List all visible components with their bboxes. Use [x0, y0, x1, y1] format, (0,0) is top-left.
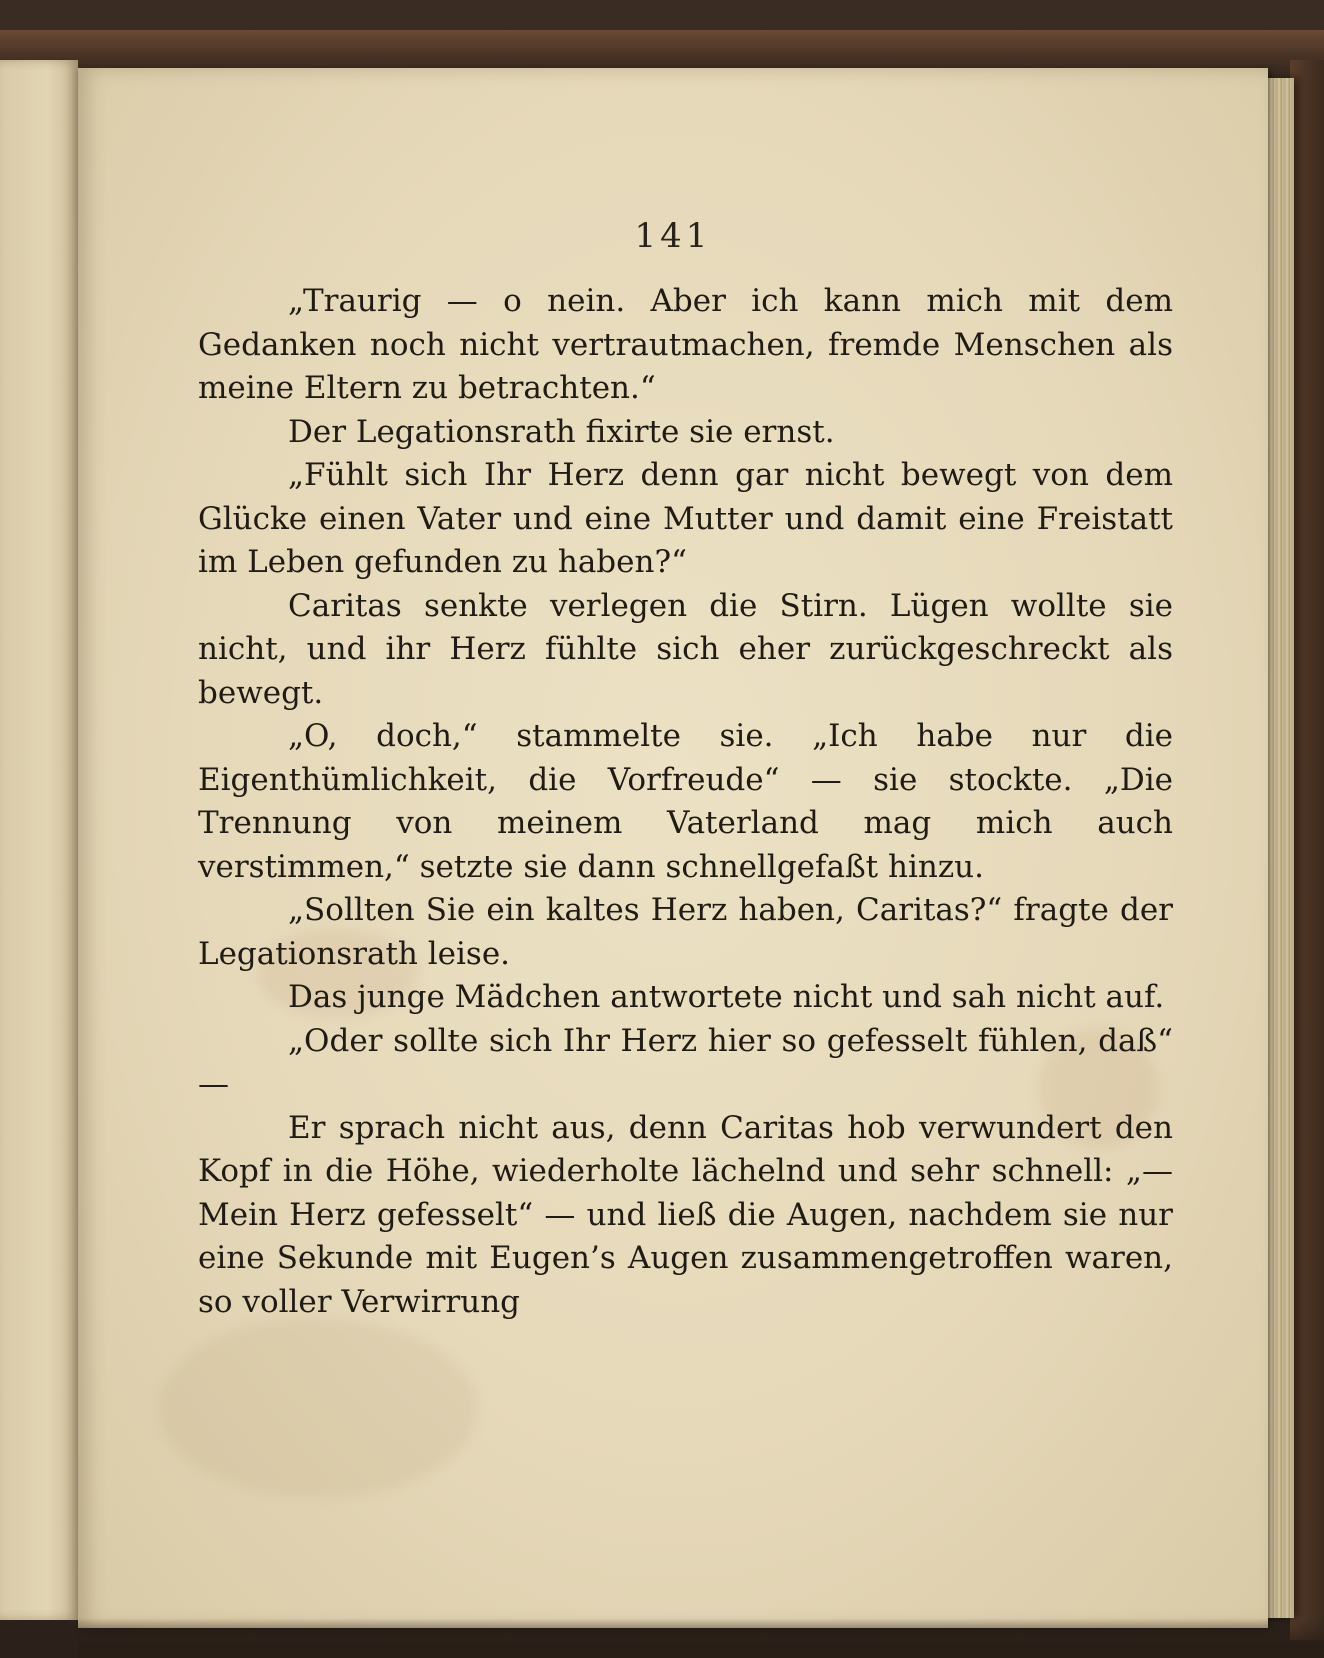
paragraph: Er sprach nicht aus, denn Caritas hob verwundert den Kopf in die Höhe, wiederholte lächelnd und sehr schnell: „— Mein Herz gefesselt“ — und ließ die Augen, nachdem sie nur eine Sekunde mit Eugen’s Augen zusammengetroffen waren, so voller Verwirrung: [198, 1109, 1173, 1320]
body-text: [198, 280, 1173, 1324]
paragraph: Der Legationsrath fixirte sie ernst.: [288, 413, 835, 450]
paragraph: „Oder sollte sich Ihr Herz hier so gefesselt fühlen, daß“ —: [198, 1022, 1173, 1102]
page-number: 141: [634, 216, 712, 256]
book-cover-right-edge: [1290, 60, 1324, 1640]
paragraph: „Sollten Sie ein kaltes Herz haben, Caritas?“ fragte der Legationsrath leise.: [198, 892, 1173, 972]
paragraph: „Traurig — o nein. Aber ich kann mich mit dem Gedanken noch nicht vertrautmachen, fremde Menschen als meine Eltern zu betrachten.“: [198, 283, 1173, 406]
book-bottom-edge: [78, 1618, 1324, 1658]
book-page: [78, 68, 1268, 1628]
paragraph: Caritas senkte verlegen die Stirn. Lügen wollte sie nicht, und ihr Herz fühlte sich eher zurückgeschreckt als bewegt.: [198, 587, 1173, 711]
paragraph: Das junge Mädchen antwortete nicht und sah nicht auf.: [288, 979, 1165, 1015]
paragraph: „Fühlt sich Ihr Herz denn gar nicht bewegt von dem Glücke einen Vater und eine Mutter und damit eine Freistatt im Leben gefunden zu haben?“: [198, 457, 1173, 580]
paragraph: „O, doch,“ stammelte sie. „Ich habe nur die Eigenthümlichkeit, die Vorfreude“ — sie stockte. „Die Trennung von meinem Vaterland mag mich auch verstimmen,“ setzte sie dann schnellgefaßt hinzu.: [198, 718, 1173, 885]
paper-stain: [158, 1318, 478, 1498]
left-page-edge: [0, 60, 78, 1620]
book-cover-top-edge: [0, 30, 1324, 70]
